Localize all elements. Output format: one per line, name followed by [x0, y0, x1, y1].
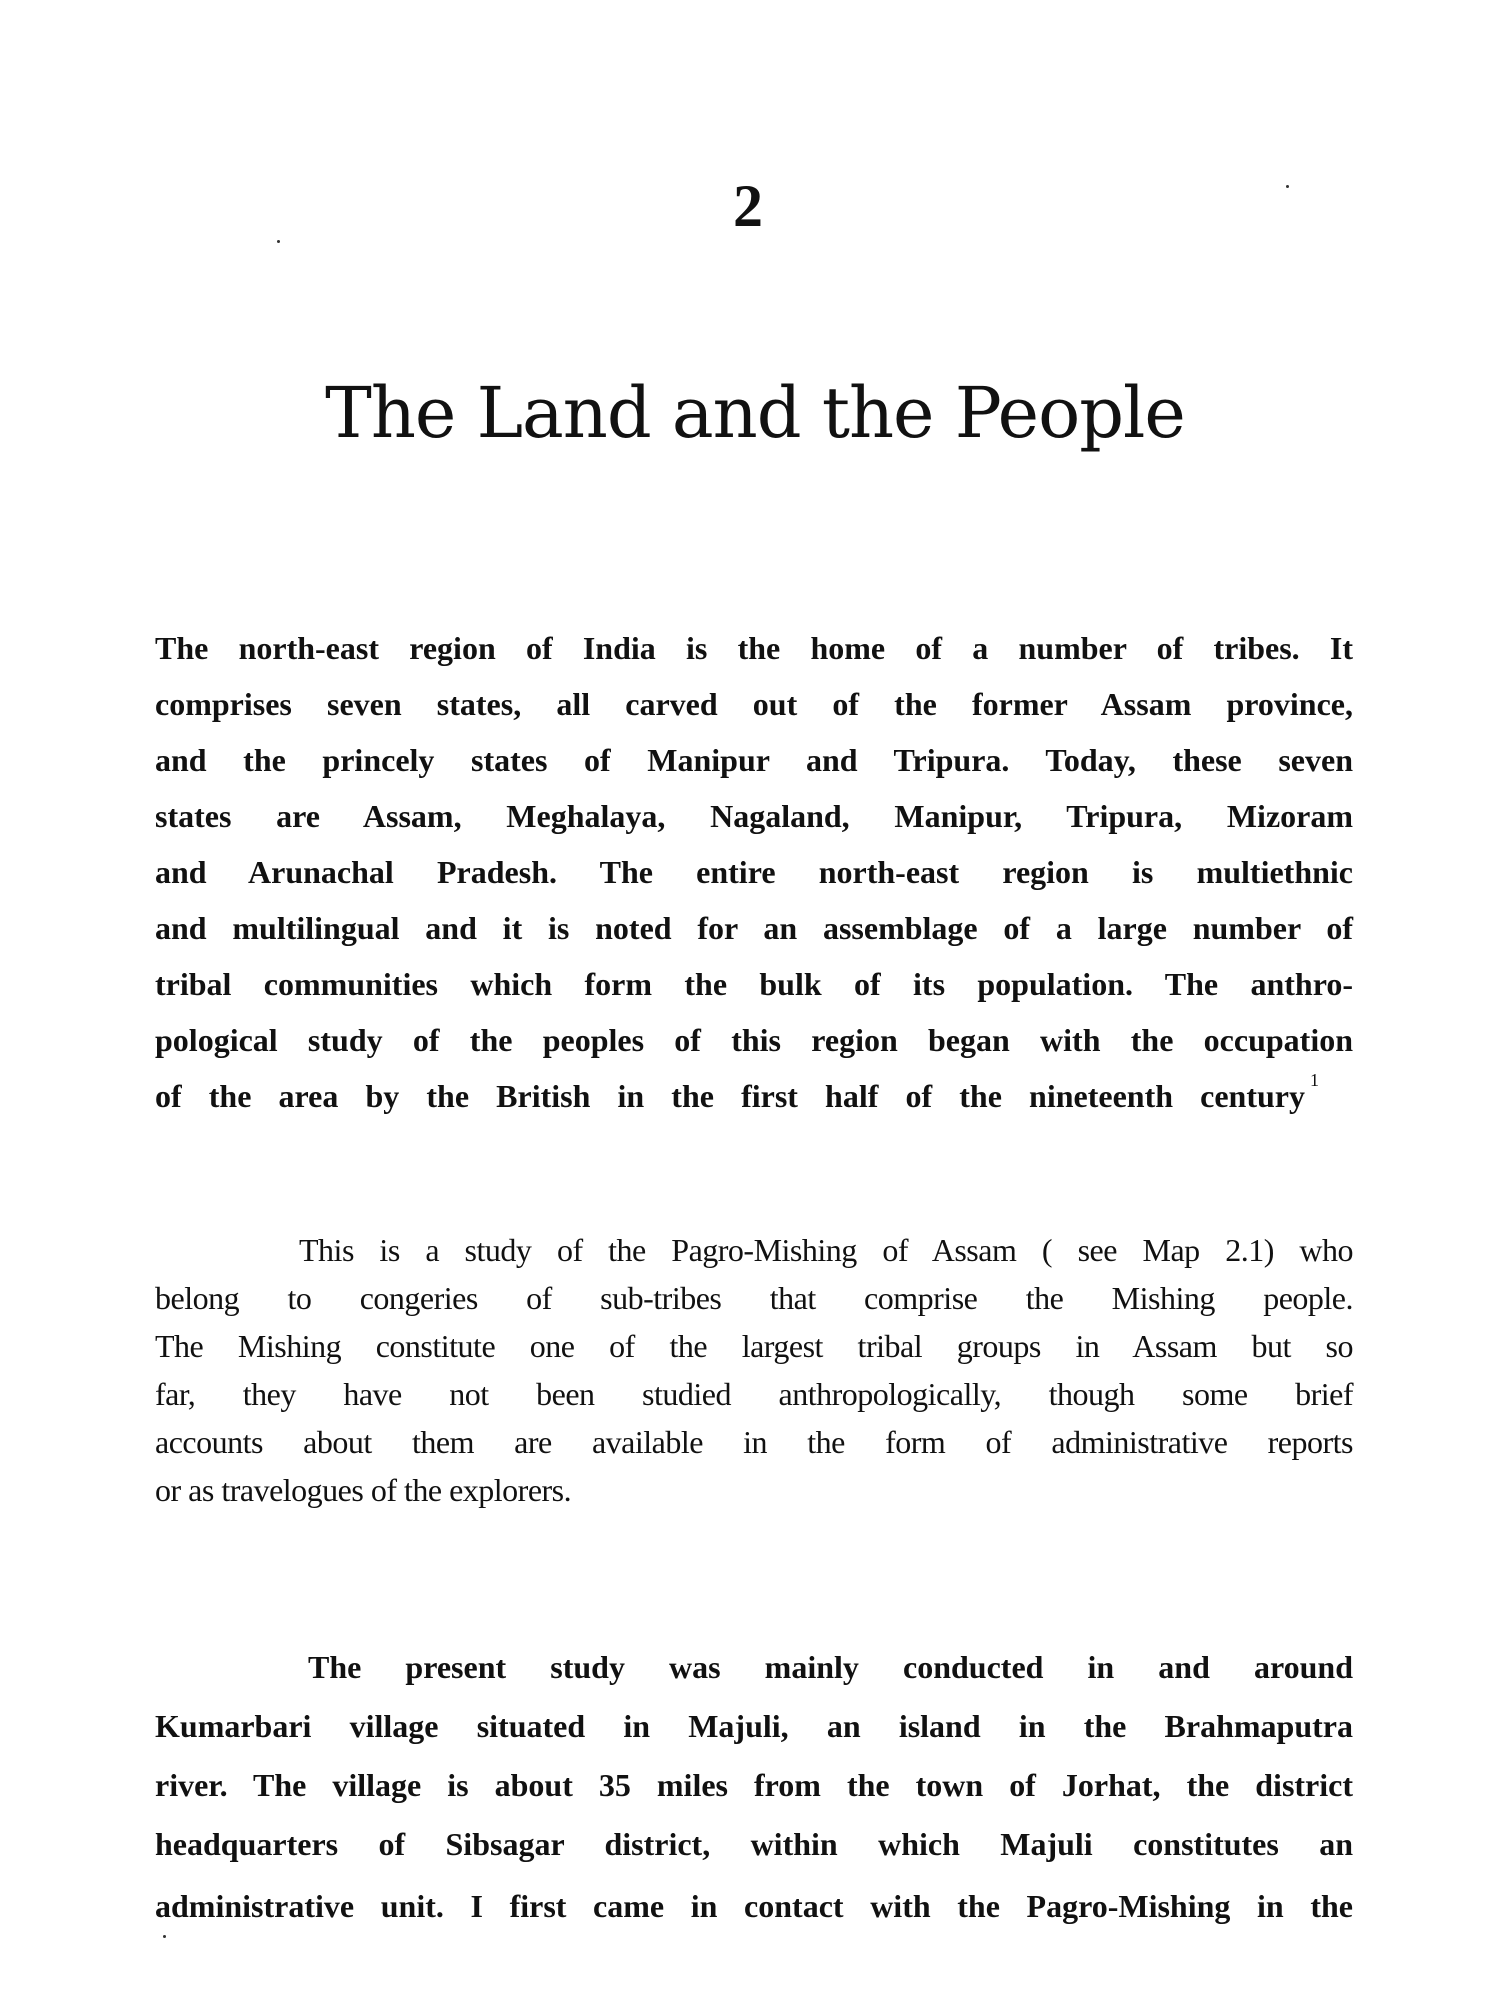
text-line: and the princely states of Manipur and Tripura. Today, these seven: [155, 742, 1353, 778]
scan-speck: [277, 240, 280, 243]
text-line: pological study of the peoples of this region began with the occupation: [155, 1022, 1353, 1058]
text-line: headquarters of Sibsagar district, within which Majuli constitutes an: [155, 1826, 1353, 1862]
text-line: or as travelogues of the explorers.: [155, 1472, 572, 1508]
text-line: accounts about them are available in the form of administrative reports: [155, 1424, 1353, 1460]
text-line: far, they have not been studied anthropologically, though some brief: [155, 1376, 1353, 1412]
footnote-marker: 1: [1310, 1070, 1319, 1090]
text-line: and Arunachal Pradesh. The entire north-east region is multiethnic: [155, 854, 1353, 890]
text-line: The Mishing constitute one of the largest tribal groups in Assam but so: [155, 1328, 1353, 1364]
chapter-title: The Land and the People: [325, 372, 1185, 454]
text-line: The north-east region of India is the home of a number of tribes. It: [155, 630, 1353, 666]
text-line: belong to congeries of sub-tribes that comprise the Mishing people.: [155, 1280, 1353, 1316]
text-line: river. The village is about 35 miles from the town of Jorhat, the district: [155, 1767, 1353, 1803]
text-line: of the area by the British in the first half of the nineteenth century: [155, 1078, 1305, 1114]
text-line: states are Assam, Meghalaya, Nagaland, Manipur, Tripura, Mizoram: [155, 798, 1353, 834]
text-line: comprises seven states, all carved out of the former Assam province,: [155, 686, 1353, 722]
text-line: The present study was mainly conducted in and around: [308, 1649, 1353, 1685]
text-line: This is a study of the Pagro-Mishing of Assam ( see Map 2.1) who: [299, 1232, 1353, 1268]
text-line: and multilingual and it is noted for an assemblage of a large number of: [155, 910, 1353, 946]
scan-speck: [163, 1935, 166, 1938]
text-line: Kumarbari village situated in Majuli, an island in the Brahmaputra: [155, 1708, 1353, 1744]
scan-speck: [1286, 185, 1289, 188]
text-line: administrative unit. I first came in contact with the Pagro-Mishing in the: [155, 1888, 1353, 1924]
text-line: tribal communities which form the bulk of its population. The anthro-: [155, 966, 1353, 1002]
chapter-number: 2: [733, 173, 763, 239]
